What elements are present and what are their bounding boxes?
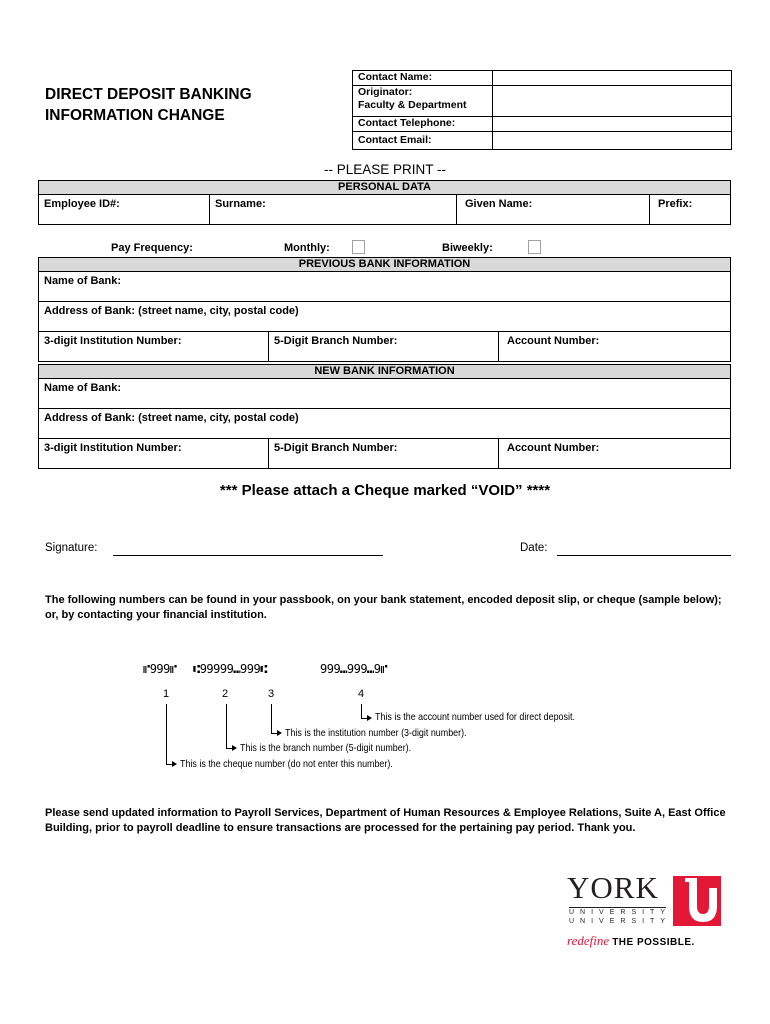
new-bank-address-field[interactable]: Address of Bank: (street name, city, postal code): [38, 408, 731, 439]
previous-branch-field[interactable]: 5-Digit Branch Number:: [268, 331, 499, 362]
logo-u-icon: [673, 876, 721, 926]
logo-university-2: UNIVERSITY: [569, 918, 672, 925]
note-cheque-number: This is the cheque number (do not enter this number).: [180, 758, 393, 770]
previous-institution-field[interactable]: 3-digit Institution Number:: [38, 331, 269, 362]
logo-redefine: redefine: [567, 933, 610, 948]
new-account-field[interactable]: Account Number:: [498, 438, 731, 469]
void-notice: *** Please attach a Cheque marked “VOID” ****: [219, 482, 551, 499]
previous-bank-address-field[interactable]: Address of Bank: (street name, city, postal code): [38, 301, 731, 332]
originator-text: Originator:: [358, 85, 413, 98]
logo-york-text: YORK: [567, 870, 659, 905]
form-title-line1: DIRECT DEPOSIT BANKING: [45, 86, 252, 103]
new-bank-header: NEW BANK INFORMATION: [38, 364, 731, 379]
personal-data-header: PERSONAL DATA: [38, 180, 731, 195]
logo-university-1: UNIVERSITY: [569, 909, 672, 916]
contact-telephone-label: Contact Telephone:: [353, 116, 493, 132]
biweekly-label: Biweekly:: [442, 242, 493, 254]
employee-id-field[interactable]: Employee ID#:: [38, 194, 210, 225]
contact-name-label: Contact Name:: [353, 71, 493, 86]
signature-label: Signature:: [45, 542, 98, 554]
faculty-department-text: Faculty & Department: [358, 98, 467, 111]
logo-tagline: [567, 933, 695, 949]
date-label: Date:: [520, 542, 548, 554]
contact-email-label: Contact Email:: [353, 132, 493, 150]
form-title-line2: INFORMATION CHANGE: [45, 107, 225, 124]
marker-2: 2: [222, 688, 229, 700]
new-institution-field[interactable]: 3-digit Institution Number:: [38, 438, 269, 469]
logo-the-possible: THE POSSIBLE.: [612, 937, 695, 948]
marker-3: 3: [268, 688, 275, 700]
marker-1: 1: [163, 688, 170, 700]
note-branch-number: This is the branch number (5-digit number).: [240, 742, 412, 754]
pay-frequency-label: Pay Frequency:: [111, 242, 193, 254]
previous-bank-name-field[interactable]: Name of Bank:: [38, 271, 731, 302]
monthly-label: Monthly:: [284, 242, 330, 254]
note-institution-number: This is the institution number (3-digit number).: [285, 727, 467, 739]
previous-bank-header: PREVIOUS BANK INFORMATION: [38, 257, 731, 272]
new-branch-field[interactable]: 5-Digit Branch Number:: [268, 438, 499, 469]
previous-account-field[interactable]: Account Number:: [498, 331, 731, 362]
note-account-number: This is the account number used for direct deposit.: [375, 711, 575, 723]
info-paragraph: The following numbers can be found in your passbook, on your bank statement, encoded deposit slip, or cheque (sample below); or, by contacting your financial institution.: [45, 594, 722, 621]
micr-transit-number: ⑆99999⑉999⑆: [193, 662, 267, 676]
logo-rule-top: [569, 907, 666, 908]
footer-paragraph: Please send updated information to Payroll Services, Department of Human Resources & Employee Relations, Suite A, East Office Building, prior to payroll deadline to ensure transactions are processed for the pertaining pay period. Thank you.: [45, 807, 726, 834]
surname-field[interactable]: Surname:: [209, 194, 457, 225]
please-print: -- PLEASE PRINT --: [323, 162, 447, 177]
given-name-field[interactable]: Given Name:: [456, 194, 650, 225]
marker-4: 4: [358, 688, 365, 700]
new-bank-name-field[interactable]: Name of Bank:: [38, 378, 731, 409]
micr-cheque-number: ⑈999⑈: [143, 662, 177, 676]
micr-account-number: 999⑉999⑉9⑈: [320, 662, 388, 676]
prefix-field[interactable]: Prefix:: [649, 194, 731, 225]
